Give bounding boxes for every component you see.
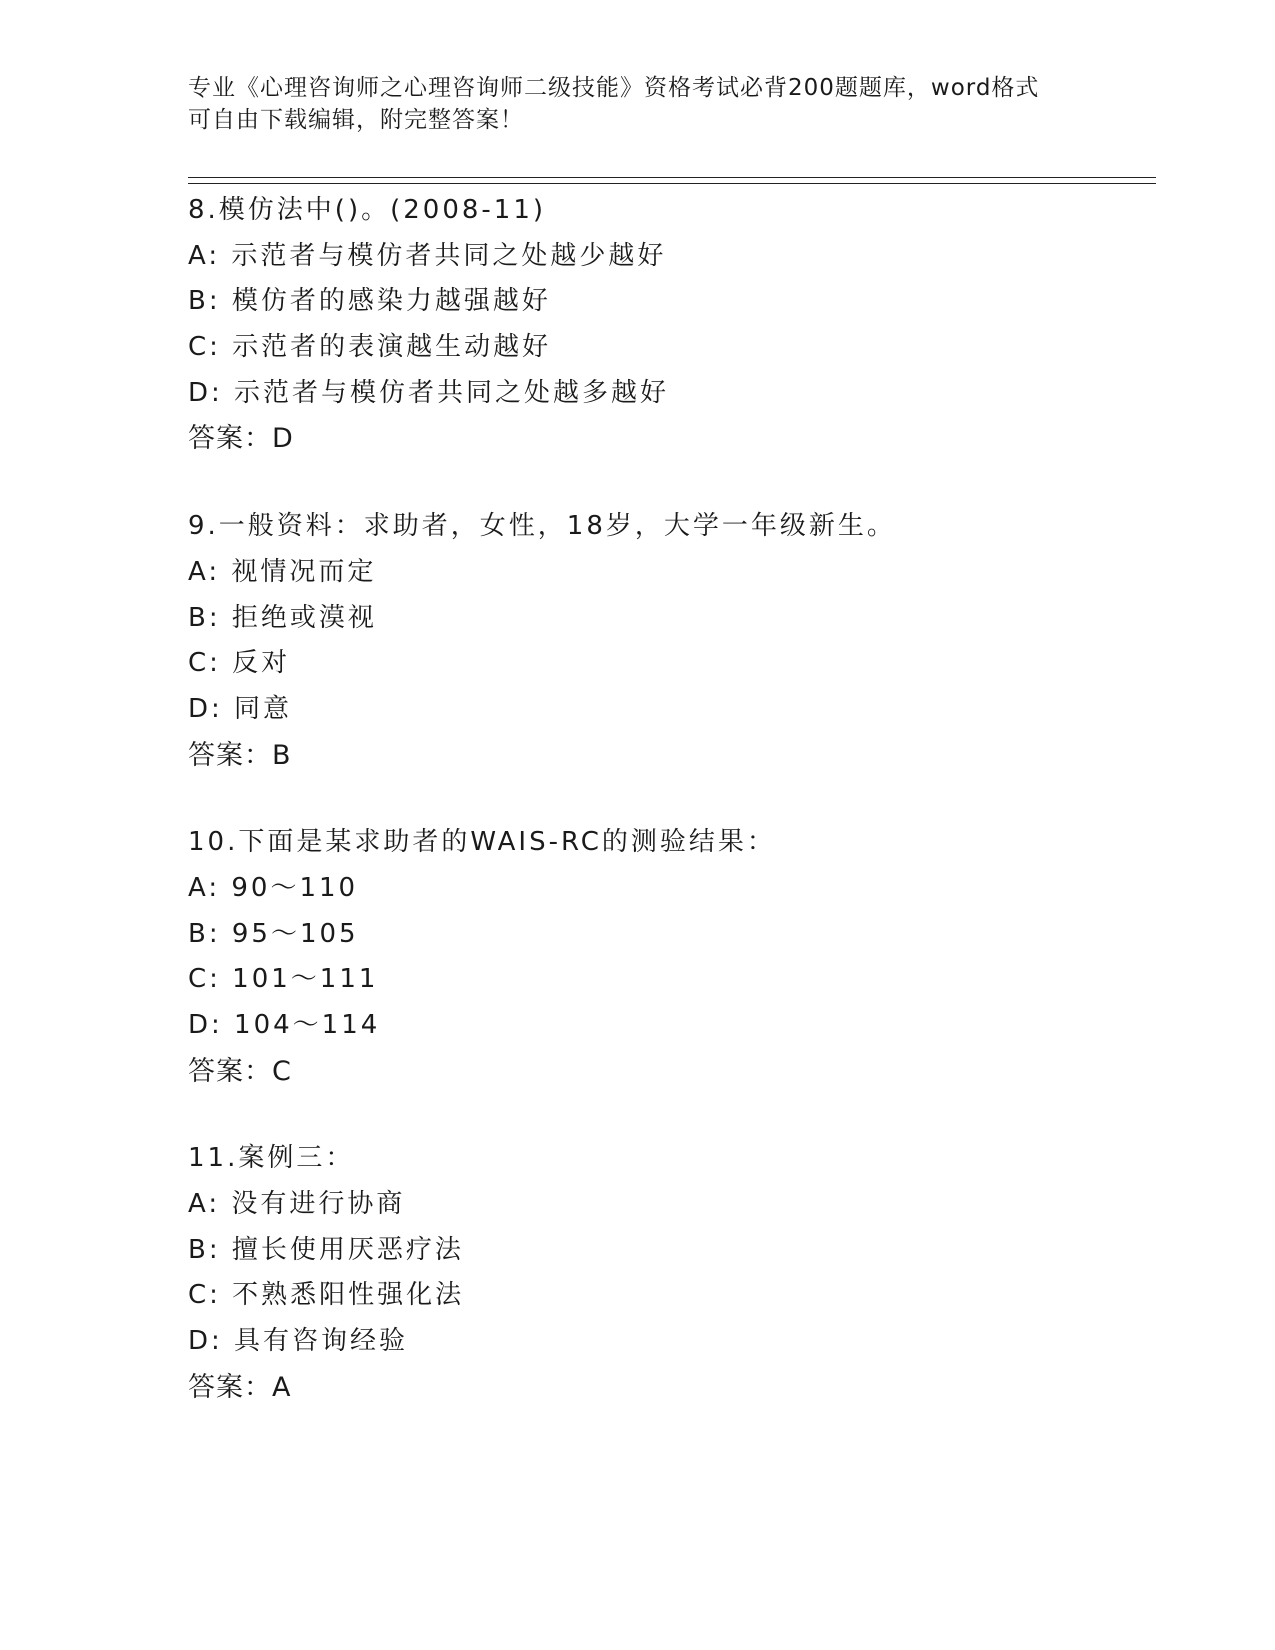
option-a: A: 示范者与模仿者共同之处越少越好 xyxy=(188,240,667,271)
question-stem: 10.下面是某求助者的WAIS-RC的测验结果： xyxy=(188,827,776,858)
option-b: B: 模仿者的感染力越强越好 xyxy=(188,286,551,317)
question-stem: 9.一般资料：求助者，女性，18岁，大学一年级新生。 xyxy=(188,511,896,542)
header-line-1: 专业《心理咨询师之心理咨询师二级技能》资格考试必背200题题库，word格式 xyxy=(188,75,1040,101)
header-line-2: 可自由下载编辑，附完整答案！ xyxy=(188,107,524,133)
option-c: C: 不熟悉阳性强化法 xyxy=(188,1280,465,1311)
header-divider-bottom xyxy=(188,183,1156,184)
option-d: D: 同意 xyxy=(188,693,293,724)
question-list xyxy=(188,188,1148,1453)
question-stem: 8.模仿法中()。(2008-11) xyxy=(188,195,547,225)
question-11 xyxy=(188,1136,1148,1410)
question-8 xyxy=(188,188,1148,462)
option-d: D: 104～114 xyxy=(188,1010,381,1040)
option-b: B: 拒绝或漠视 xyxy=(188,602,377,633)
answer-key: 答案：C xyxy=(188,1055,292,1087)
option-a: A: 视情况而定 xyxy=(188,556,377,587)
option-b: B: 95～105 xyxy=(188,918,359,949)
document-header xyxy=(188,72,1088,136)
option-c: C: 反对 xyxy=(188,648,291,679)
answer-key: 答案：B xyxy=(188,739,292,771)
option-a: A: 没有进行协商 xyxy=(188,1189,406,1220)
option-a: A: 90～110 xyxy=(188,872,359,903)
option-d: D: 具有咨询经验 xyxy=(188,1326,409,1357)
answer-key: 答案：A xyxy=(188,1371,292,1403)
answer-key: 答案：D xyxy=(188,423,294,455)
option-c: C: 101～111 xyxy=(188,964,379,995)
question-9 xyxy=(188,504,1148,778)
option-d: D: 示范者与模仿者共同之处越多越好 xyxy=(188,377,670,408)
option-c: C: 示范者的表演越生动越好 xyxy=(188,332,552,363)
question-stem: 11.案例三： xyxy=(188,1143,355,1174)
header-divider-top xyxy=(188,177,1156,178)
question-10 xyxy=(188,820,1148,1094)
option-b: B: 擅长使用厌恶疗法 xyxy=(188,1234,464,1265)
